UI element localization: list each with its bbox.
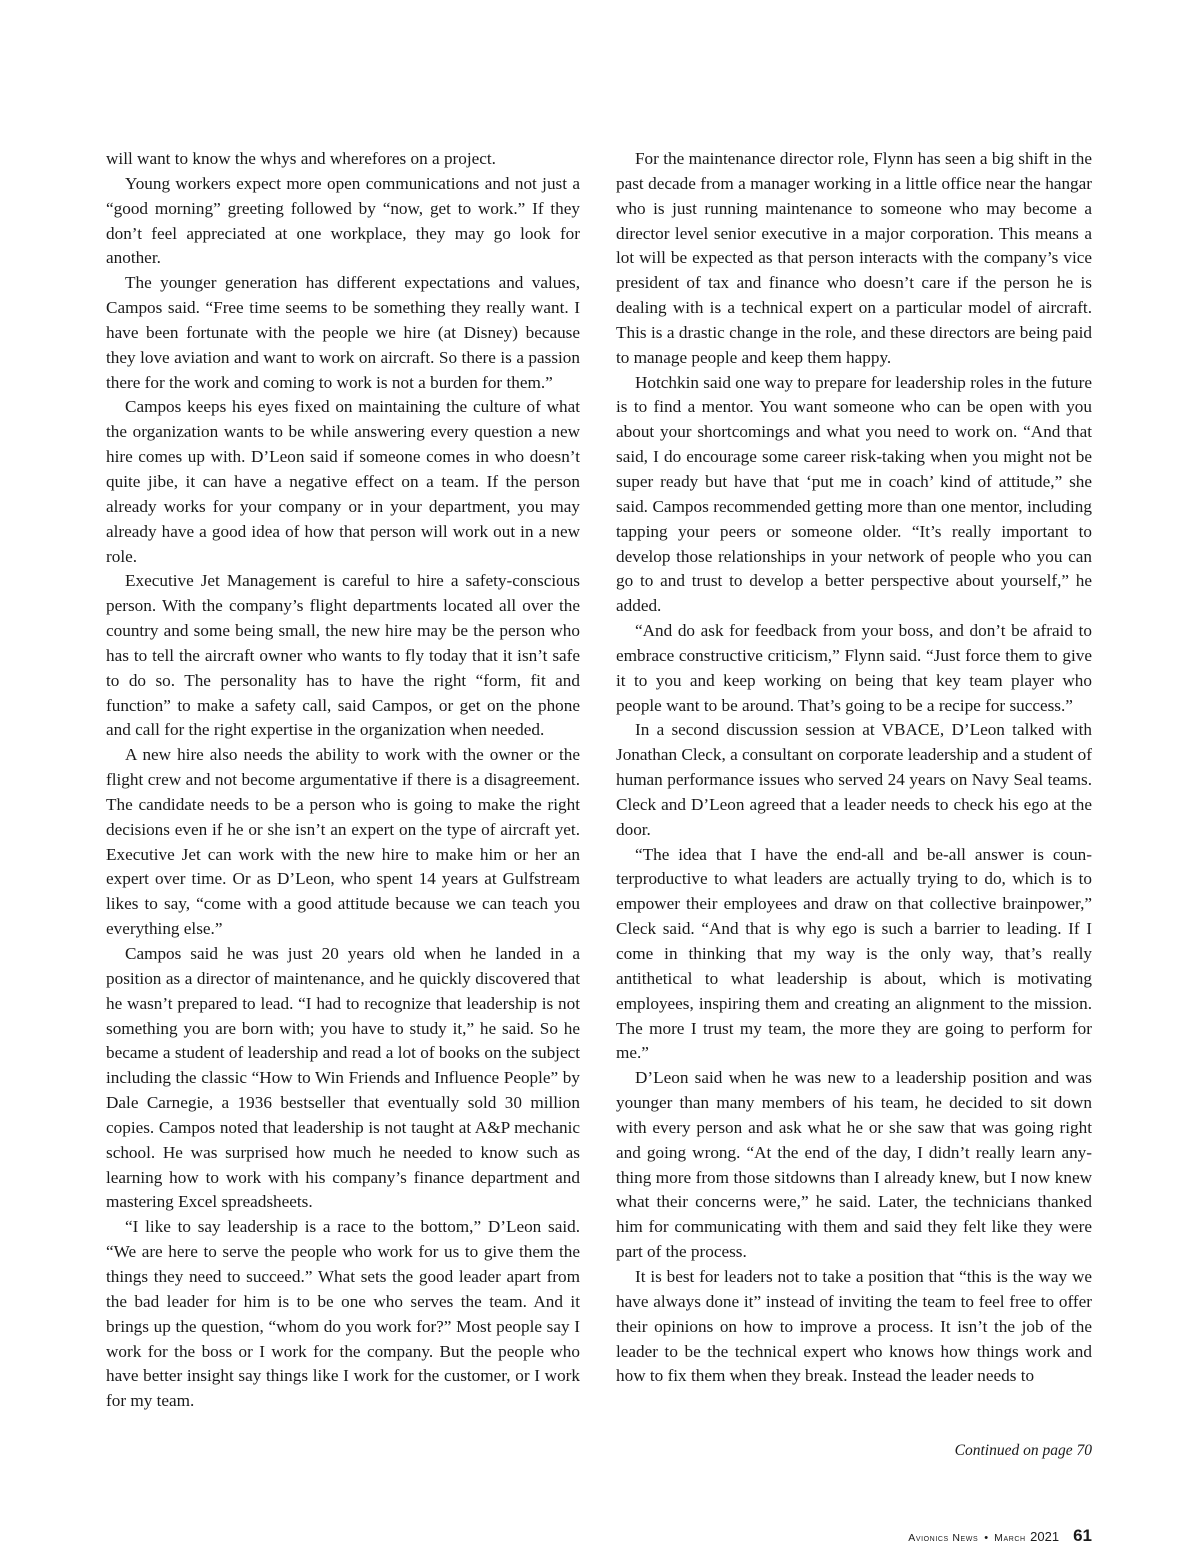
- paragraph: Campos keeps his eyes fixed on maintaining the culture of what the organization wants to be while answering every question a new hire comes up with. D’Leon said if someone comes in who doesn’t quite jibe, it can have a negative effect on a team. If the person already works for your company or in your department, you may already have a good idea of how that person will work out in a new role.: [106, 397, 580, 566]
- paragraph: “And do ask for feedback from your boss, and don’t be afraid to embrace constructive criticism,” Flynn said. “Just force them to give it to you and keep working on being that key team player who people want to be around. That’s going to be a recipe for success.”: [616, 621, 1092, 715]
- paragraph: D’Leon said when he was new to a leadership position and was younger than many members of his team, he decided to sit down with every person and ask what he or she saw that was going right and going wrong. “At the end of the day, I didn’t really learn anything more from those sitdowns than I already knew, but I now knew what their concerns were,” he said. Later, the technicians thanked him for communicating with them and said they felt like they were part of the process.: [616, 1068, 1092, 1262]
- paragraph: Hotchkin said one way to prepare for leadership roles in the future is to find a mentor. You want someone who can be open with you about your shortcomings and what you need to work on. “And that said, I do encourage some career risk-taking when you might not be super ready but have that ‘put me in coach’ kind of attitude,” she said. Campos recommended getting more than one mentor, including tapping your peers or someone older. “It’s really important to develop those relationships in your network of people who you can go to and trust to develop a better perspective about yourself,” he added.: [616, 372, 1092, 616]
- issue-year: 2021: [1030, 1529, 1060, 1544]
- page-footer: [700, 1526, 1092, 1546]
- right-column: [616, 147, 1092, 1389]
- paragraph: Campos said he was just 20 years old when he landed in a position as a director of maintenance, and he quickly discovered that he wasn’t prepared to lead. “I had to recognize that leadership is not something you are born with; you have to study it,” he said. So he became a student of leadership and read a lot of books on the subject including the classic “How to Win Friends and Influence People” by Dale Carnegie, a 1936 bestseller that eventually sold 30 million copies. Campos noted that leadership is not taught at A&P mechanic school. He was surprised how much he needed to know such as learning how to work with his company’s finance department and mastering Excel spreadsheets.: [106, 944, 580, 1212]
- paragraph: For the maintenance director role, Flynn has seen a big shift in the past decade from a manager working in a little office near the hangar who is just running maintenance to someone who may become a director level senior executive in a major corporation. This means a lot will be expected as that person interacts with the company’s vice president of tax and finance who doesn’t care if the person he is dealing with is a technical expert on a particular model of aircraft. This is a drastic change in the role, and these directors are being paid to manage people and keep them happy.: [616, 149, 1092, 367]
- continued-note: Continued on page 70: [954, 1442, 1092, 1459]
- publication-name: Avionics News: [908, 1532, 979, 1544]
- page-number: 61: [1073, 1526, 1092, 1545]
- paragraph: “I like to say leadership is a race to the bottom,” D’Leon said. “We are here to serve the people who work for us to give them the things they need to succeed.” What sets the good leader apart from the bad leader for him is to be one who serves the team. And it brings up the question, “whom do you work for?” Most people say I work for the boss or I work for the company. But the people who have better insight say things like I work for the customer, or I work for my team.: [106, 1217, 580, 1411]
- issue-month: March: [994, 1532, 1026, 1544]
- paragraph: “The idea that I have the end-all and be-all answer is counterproductive to what leaders are actually trying to do, which is to empower their employees and draw on that collective brainpower,” Cleck said. “And that is why ego is such a barrier to leading. If I come in thinking that my way is the only way, that’s really antithetical to what leadership is about, which is motivating employees, inspiring them and creating an alignment to the mission. The more I trust my team, the more they are going to perform for me.”: [616, 844, 1092, 1063]
- paragraph: A new hire also needs the ability to work with the owner or the flight crew and not become argumentative if there is a disagreement. The candidate needs to be a person who is going to make the right decisions even if he or she isn’t an expert on the type of aircraft yet. Executive Jet can work with the new hire to make him or her an expert over time. Or as D’Leon, who spent 14 years at Gulfstream likes to say, “come with a good attitude because we can teach you everything else.”: [106, 745, 580, 939]
- paragraph: Executive Jet Management is careful to hire a safety-conscious person. With the company’s flight departments located all over the country and some being small, the new hire may be the person who has to tell the aircraft owner who wants to fly today that it isn’t safe to do so. The personality has to have the right “form, fit and function” to make a safety call, said Campos, or get on the phone and call for the right expertise in the organization when needed.: [106, 571, 580, 740]
- bullet-separator: •: [984, 1532, 989, 1544]
- paragraph: The younger generation has different expectations and values, Campos said. “Free time seems to be something they really want. I have been fortunate with the people we hire (at Disney) because they love aviation and want to work on aircraft. So there is a passion there for the work and coming to work is not a burden for them.”: [106, 273, 580, 392]
- paragraph: Young workers expect more open communications and not just a “good morning” greeting followed by “now, get to work.” If they don’t feel appreciated at one workplace, they may go look for another.: [106, 173, 580, 268]
- left-column: [106, 147, 580, 1414]
- paragraph: will want to know the whys and wherefores on a project.: [106, 149, 496, 168]
- paragraph: It is best for leaders not to take a position that “this is the way we have always done it” instead of inviting the team to feel free to offer their opinions on how to improve a process. It isn’t the job of the leader to be the technical expert who knows how things work and how to fix them when they break. Instead the leader needs to: [616, 1266, 1092, 1386]
- paragraph: In a second discussion session at VBACE, D’Leon talked with Jonathan Cleck, a consultant on corporate leadership and a student of human performance issues who served 24 years on Navy Seal teams. Cleck and D’Leon agreed that a leader needs to check his ego at the door.: [616, 720, 1092, 839]
